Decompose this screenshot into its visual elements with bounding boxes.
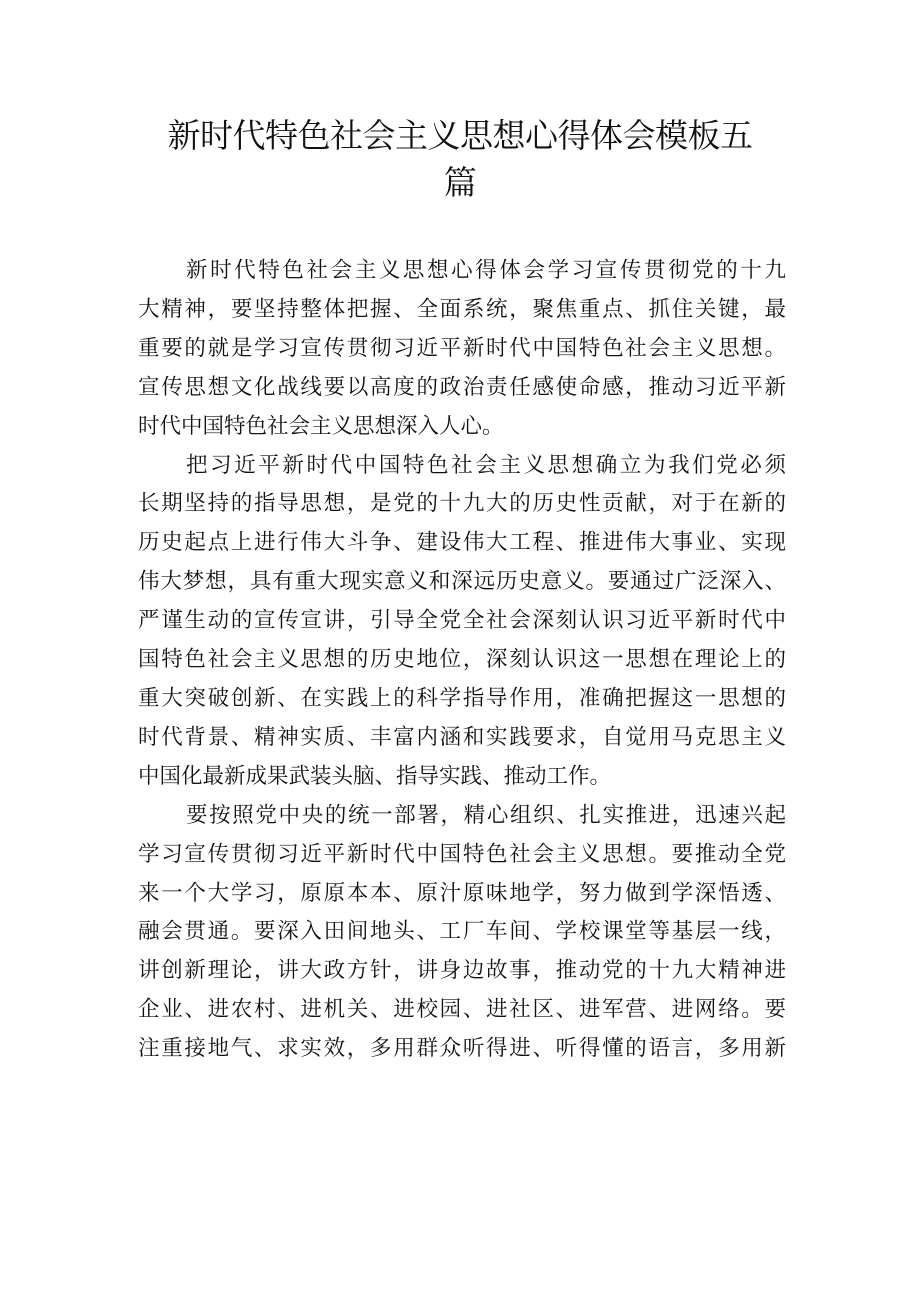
paragraph-line: 长期坚持的指导思想，是党的十九大的历史性贡献，对于在新的 (138, 491, 786, 517)
paragraph-2 (138, 447, 786, 797)
paragraph-line: 把习近平新时代中国特色社会主义思想确立为我们党必须 (186, 452, 786, 478)
paragraph-line: 大精神，要坚持整体把握、全面系统，聚焦重点、抓住关键，最 (138, 296, 786, 322)
paragraph-line: 企业、进农村、进机关、进校园、进社区、进军营、进网络。要 (138, 997, 786, 1023)
paragraph-line: 时代背景、精神实质、丰富内涵和实践要求，自觉用马克思主义 (138, 724, 786, 750)
paragraph-line: 严谨生动的宣传宣讲，引导全党全社会深刻认识习近平新时代中 (138, 608, 786, 634)
paragraph-line: 新时代特色社会主义思想心得体会学习宣传贯彻党的十九 (186, 258, 786, 283)
paragraph-line: 国特色社会主义思想的历史地位，深刻认识这一思想在理论上的 (138, 647, 786, 673)
paragraph-line: 要按照党中央的统一部署，精心组织、扎实推进，迅速兴起 (186, 802, 786, 828)
paragraph-1 (138, 252, 786, 447)
paragraph-line: 来一个大学习，原原本本、原汁原味地学，努力做到学深悟透、 (138, 880, 786, 906)
paragraph-line: 中国化最新成果武装头脑、指导实践、推动工作。 (138, 763, 612, 789)
paragraph-line: 重大突破创新、在实践上的科学指导作用，准确把握这一思想的 (138, 685, 786, 711)
paragraph-line: 讲创新理论，讲大政方针，讲身边故事，推动党的十九大精神进 (138, 958, 786, 984)
paragraph-line: 融会贯通。要深入田间地头、工厂车间、学校课堂等基层一线， (138, 919, 786, 945)
paragraph-line: 注重接地气、求实效，多用群众听得进、听得懂的语言，多用新 (138, 1036, 786, 1062)
title-line: 新时代特色社会主义思想心得体会模板五 (167, 116, 753, 155)
paragraph-line: 学习宣传贯彻习近平新时代中国特色社会主义思想。要推动全党 (138, 841, 786, 867)
paragraph-line: 历史起点上进行伟大斗争、建设伟大工程、推进伟大事业、实现 (138, 530, 786, 556)
paragraph-line: 时代中国特色社会主义思想深入人心。 (138, 413, 504, 439)
title-line: 篇 (443, 163, 477, 202)
paragraph-3 (138, 797, 786, 1069)
paragraph-line: 宣传思想文化战线要以高度的政治责任感使命感，推动习近平新 (138, 374, 786, 400)
document-body (138, 252, 786, 1069)
paragraph-line: 伟大梦想，具有重大现实意义和深远历史意义。要通过广泛深入、 (138, 569, 786, 595)
document-title (140, 112, 780, 206)
paragraph-line: 重要的就是学习宣传贯彻习近平新时代中国特色社会主义思想。 (138, 335, 786, 361)
